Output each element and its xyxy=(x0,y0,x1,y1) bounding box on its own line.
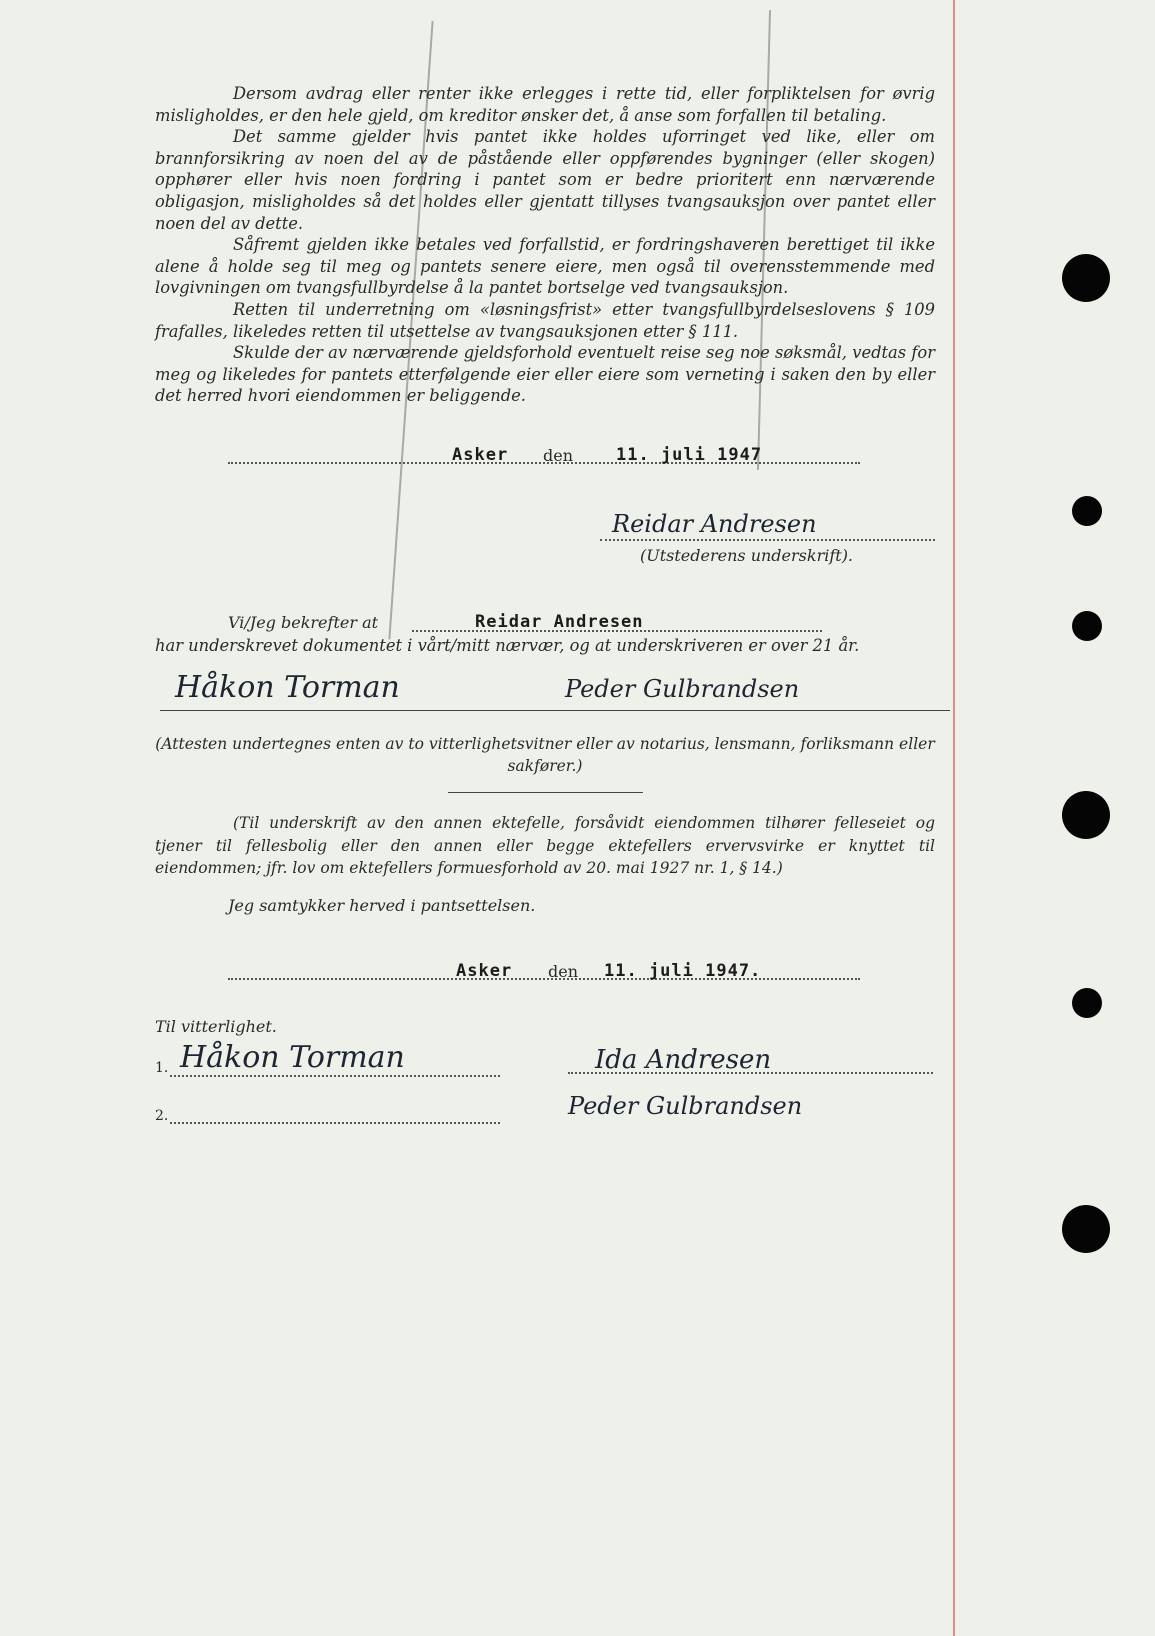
witness-2-line xyxy=(170,1122,500,1124)
spouse-date-line xyxy=(228,978,860,980)
punch-hole xyxy=(1062,254,1110,302)
witness-label: Til vitterlighet. xyxy=(155,1017,277,1036)
clause-forced-sale: Såfremt gjelden ikke betales ved forfallstid, er fordringshaveren berettiget til ikke alene å holde seg til meg og pantets senere eiere, men også til overensstemmende med lovgivningen om tvangsfullbyrdelse å la pantet bortselge ved tvangsauksjon. xyxy=(155,235,935,298)
spouse-signature-line xyxy=(568,1072,933,1074)
clause-notice: Retten til underretning om «løsningsfrist» etter tvangsfullbyrdelseslovens § 109 frafalles, likeledes retten til utsettelse av tvangsauksjonen etter § 111. xyxy=(155,299,935,341)
issuer-place: Asker xyxy=(452,445,509,465)
confirm-name: Reidar Andresen xyxy=(475,612,644,632)
spouse-den-label: den xyxy=(548,962,579,981)
clause-collateral: Det samme gjelder hvis pantet ikke holdes uforringet ved like, eller om brannforsikring av noen del av de påstående eller oppførendes bygninger (eller skogen) opphører eller hvis noen fordring i pantet som er bedre prioritert enn nærværende obligasjon, misligholdes så det holdes eller gjentatt tillyses tvangsauksjon over pantet eller noen del av dette. xyxy=(155,127,935,233)
issuer-signature-caption: (Utstederens underskrift). xyxy=(640,546,854,565)
attest-note: (Attesten undertegnes enten av to vitterlighetsvitner eller av notarius, lensmann, forliksmann eller sakfører.) xyxy=(155,735,935,775)
clauses-text xyxy=(155,83,935,407)
section-divider xyxy=(448,792,643,793)
issuer-den-label: den xyxy=(543,446,574,465)
clause-venue: Skulde der av nærværende gjeldsforhold eventuelt reise seg noe søksmål, vedtas for meg og likeledes for pantets etterfølgende eier eller eiere som verneting i saken den by eller det herred hvori eiendommen er beliggende. xyxy=(155,343,935,406)
witness-number-2: 2. xyxy=(155,1108,169,1124)
witness-1-line xyxy=(170,1075,500,1077)
spouse-place: Asker xyxy=(456,961,513,981)
issuer-signature: Reidar Andresen xyxy=(612,510,817,538)
punch-hole xyxy=(1062,791,1110,839)
punch-hole xyxy=(1072,496,1102,526)
witness-signature-line xyxy=(160,710,950,711)
punch-hole xyxy=(1072,988,1102,1018)
issuer-date: 11. juli 1947 xyxy=(616,445,763,465)
witness-number-1: 1. xyxy=(155,1060,169,1076)
punch-hole xyxy=(1072,611,1102,641)
confirm-text: har underskrevet dokumentet i vårt/mitt nærvær, og at underskriveren er over 21 år. xyxy=(155,636,860,655)
clause-default: Dersom avdrag eller renter ikke erlegges i rette tid, eller forpliktelsen for øvrig misligholdes, er den hele gjeld, om kreditor ønsker det, å anse som forfallen til betaling. xyxy=(155,84,935,125)
issuer-signature-line xyxy=(600,539,935,541)
spouse-signature: Ida Andresen xyxy=(595,1045,772,1075)
spouse-witness-2-signature: Peder Gulbrandsen xyxy=(568,1092,803,1120)
confirm-prefix: Vi/Jeg bekrefter at xyxy=(228,613,379,632)
spouse-witness-1-signature: Håkon Torman xyxy=(180,1040,405,1075)
spouse-date: 11. juli 1947. xyxy=(604,961,762,981)
margin-rule xyxy=(953,0,955,1636)
spouse-note: (Til underskrift av den annen ektefelle, forsåvidt eiendommen tilhører felleseiet og tjener til fellesbolig eller den annen eller begge ektefellers ervervsvirke er knyttet til eiendommen; jfr. lov om ektefellers formuesforhold av 20. mai 1927 nr. 1, § 14.) xyxy=(155,814,935,877)
witness-signature-2: Peder Gulbrandsen xyxy=(565,675,800,703)
punch-hole xyxy=(1062,1205,1110,1253)
consent-text: Jeg samtykker herved i pantsettelsen. xyxy=(228,896,536,915)
witness-signature-1: Håkon Torman xyxy=(175,670,400,705)
